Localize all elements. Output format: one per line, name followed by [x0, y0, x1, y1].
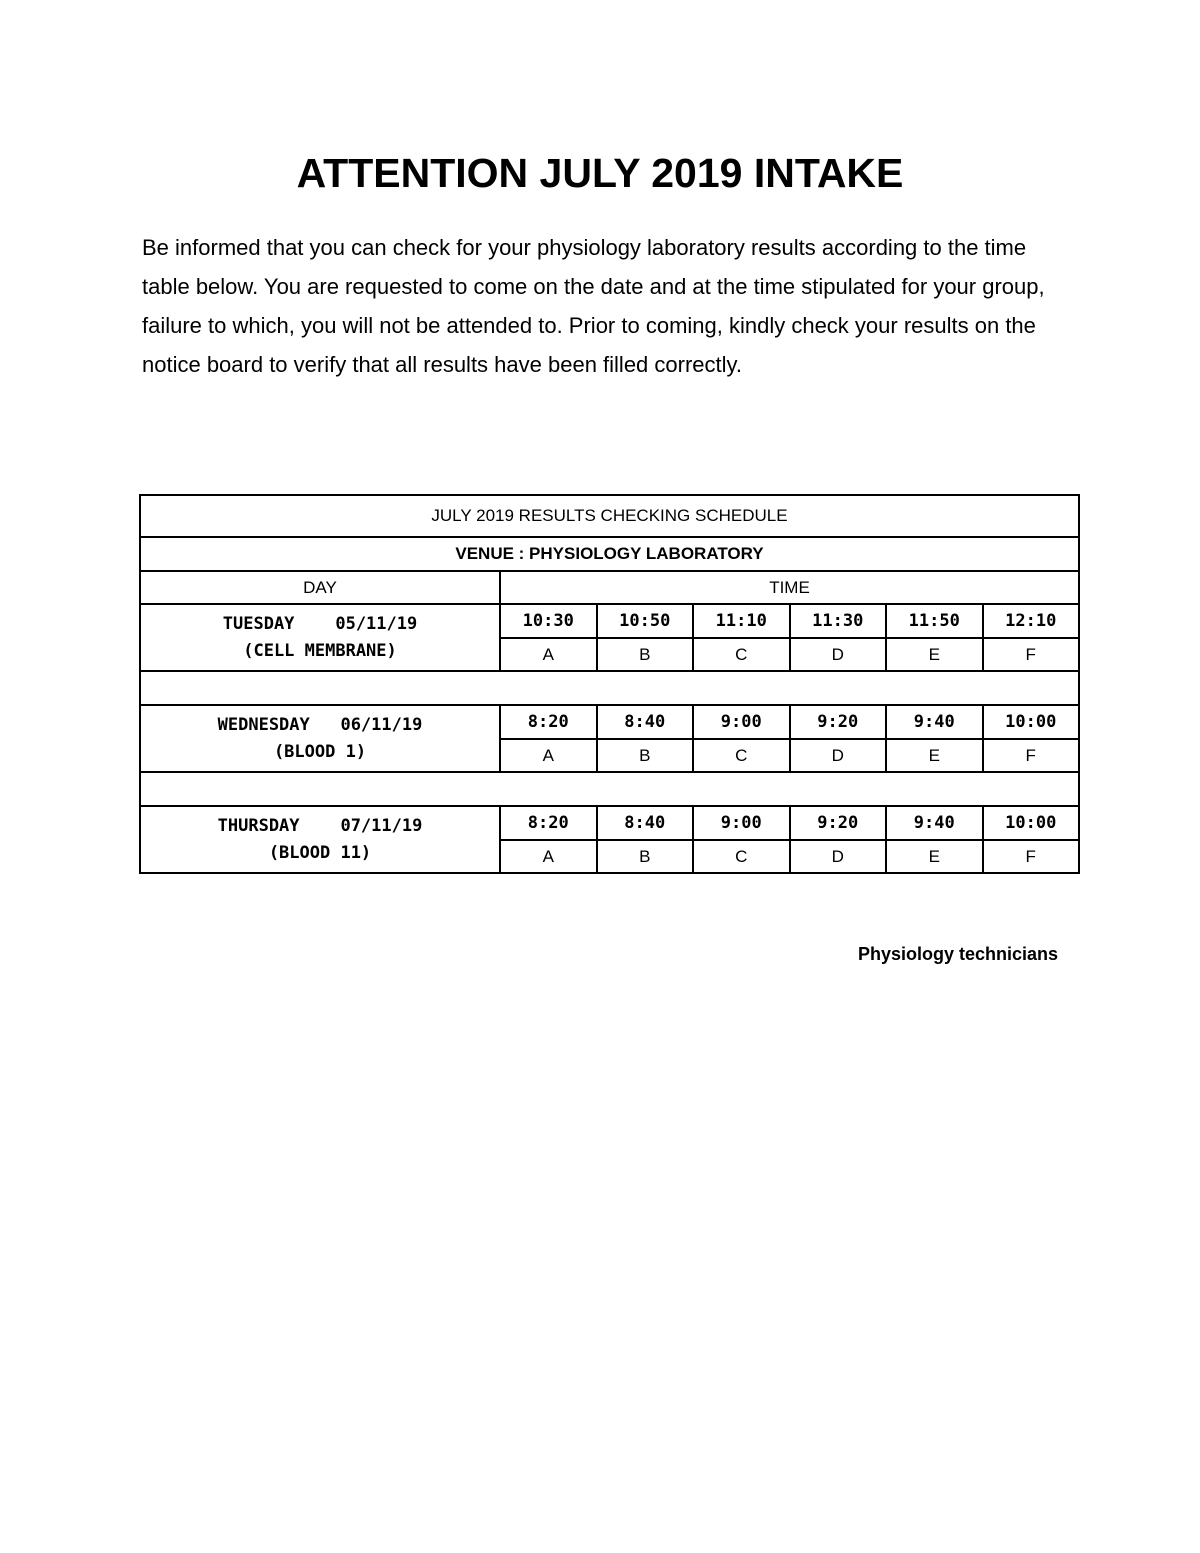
day-topic: (CELL MEMBRANE)	[243, 640, 397, 661]
day-topic: (BLOOD 11)	[268, 842, 372, 863]
table-row	[140, 604, 1079, 638]
signature: Physiology technicians	[857, 944, 1058, 964]
spacer-row	[140, 671, 1079, 705]
group-cell: E	[886, 638, 983, 671]
time-cell: 9:20	[790, 705, 887, 739]
group-cell: D	[790, 739, 887, 772]
time-cell: 12:10	[983, 604, 1080, 638]
table-row	[140, 806, 1079, 840]
spacer-cell	[140, 772, 1079, 806]
spacer-cell	[140, 671, 1079, 705]
time-header: TIME	[500, 571, 1079, 604]
day-label: WEDNESDAY 06/11/19	[217, 714, 423, 735]
group-cell: D	[790, 638, 887, 671]
group-cell: F	[983, 638, 1080, 671]
group-cell: D	[790, 840, 887, 873]
day-cell	[140, 806, 500, 873]
group-cell: A	[500, 739, 597, 772]
time-cell: 8:20	[500, 705, 597, 739]
time-cell: 10:00	[983, 705, 1080, 739]
table-row	[140, 705, 1079, 739]
group-cell: A	[500, 840, 597, 873]
time-cell: 9:00	[693, 705, 790, 739]
venue-row	[140, 537, 1079, 571]
group-cell: C	[693, 638, 790, 671]
time-cell: 10:50	[597, 604, 694, 638]
header-row	[140, 571, 1079, 604]
schedule-title: JULY 2019 RESULTS CHECKING SCHEDULE	[140, 495, 1079, 537]
day-cell	[140, 604, 500, 671]
group-cell: F	[983, 739, 1080, 772]
day-label: TUESDAY 05/11/19	[222, 613, 418, 634]
time-cell: 10:30	[500, 604, 597, 638]
time-cell: 8:40	[597, 806, 694, 840]
venue-label: VENUE : PHYSIOLOGY LABORATORY	[140, 537, 1079, 571]
group-cell: B	[597, 739, 694, 772]
day-topic: (BLOOD 1)	[273, 741, 367, 762]
time-cell: 10:00	[983, 806, 1080, 840]
group-cell: A	[500, 638, 597, 671]
group-cell: B	[597, 638, 694, 671]
time-cell: 8:20	[500, 806, 597, 840]
time-cell: 9:00	[693, 806, 790, 840]
group-cell: E	[886, 739, 983, 772]
group-cell: C	[693, 840, 790, 873]
intro-paragraph: Be informed that you can check for your physiology laboratory results according to the time table below. You are requested to come on the date and at the time stipulated for your group, failure to which, you will not be attended to. Prior to coming, kindly check your results on the notice board to verify that all results have been filled correctly.	[142, 235, 1045, 377]
day-cell	[140, 705, 500, 772]
group-cell: C	[693, 739, 790, 772]
time-cell: 11:30	[790, 604, 887, 638]
group-cell: E	[886, 840, 983, 873]
spacer-row	[140, 772, 1079, 806]
group-cell: F	[983, 840, 1080, 873]
time-cell: 8:40	[597, 705, 694, 739]
time-cell: 9:20	[790, 806, 887, 840]
time-cell: 11:10	[693, 604, 790, 638]
day-header: DAY	[140, 571, 500, 604]
schedule-title-row	[140, 495, 1079, 537]
time-cell: 9:40	[886, 705, 983, 739]
group-cell: B	[597, 840, 694, 873]
time-cell: 11:50	[886, 604, 983, 638]
schedule-table	[139, 494, 1080, 874]
time-cell: 9:40	[886, 806, 983, 840]
day-label: THURSDAY 07/11/19	[217, 815, 423, 836]
page-title: ATTENTION JULY 2019 INTAKE	[296, 150, 904, 196]
